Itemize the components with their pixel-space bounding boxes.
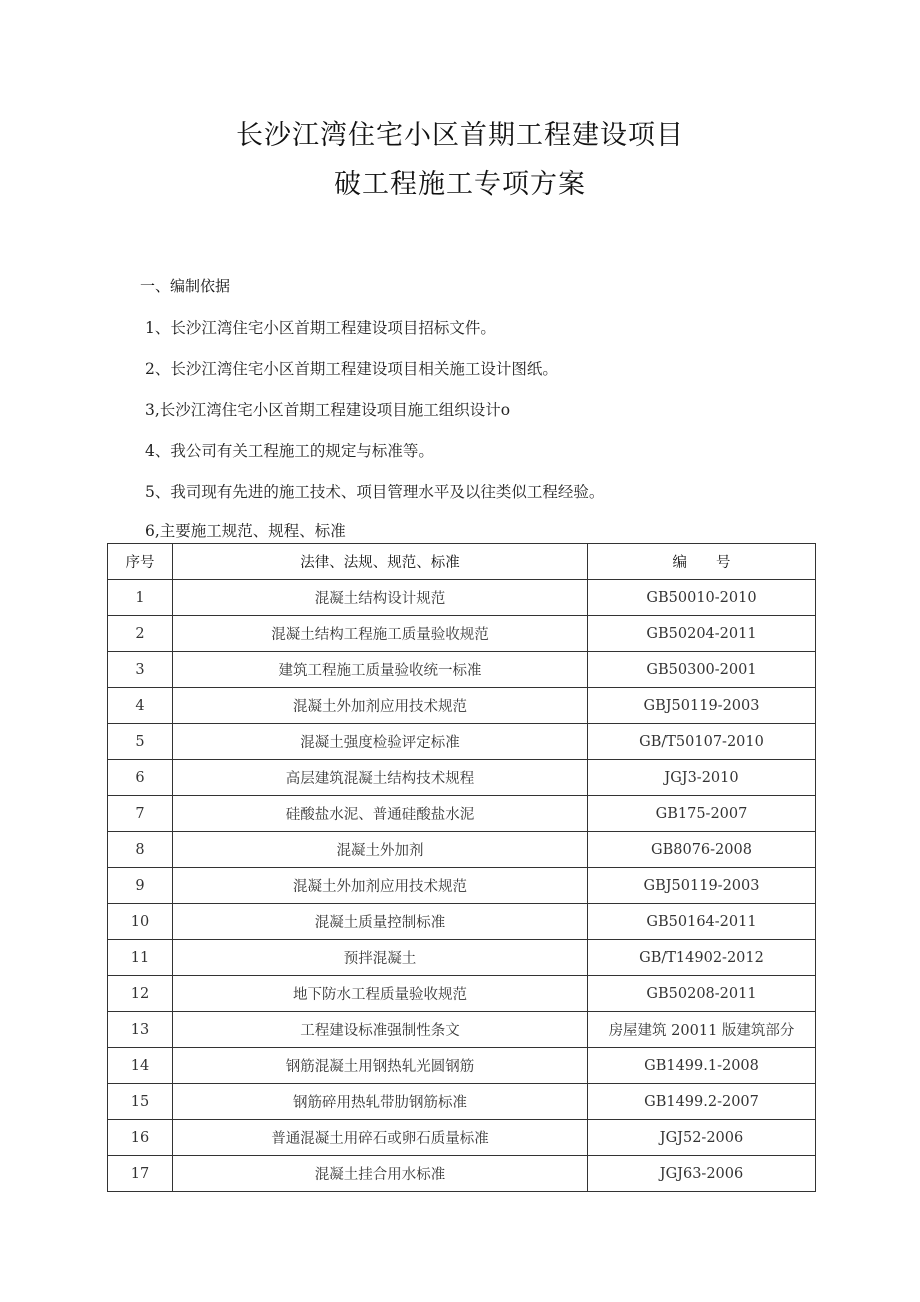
row-code: GBJ50119-2003 (588, 688, 816, 724)
row-standard-name: 预拌混凝土 (173, 940, 588, 976)
row-standard-name: 硅酸盐水泥、普通硅酸盐水泥 (173, 796, 588, 832)
row-code: GB50204-2011 (588, 616, 816, 652)
header-index: 序号 (108, 544, 173, 580)
row-standard-name: 普通混凝土用碎石或卵石质量标准 (173, 1120, 588, 1156)
row-standard-name: 钢筋碎用热轧带肋钢筋标准 (173, 1084, 588, 1120)
table-row (108, 1156, 816, 1192)
row-standard-name: 混凝土结构工程施工质量验收规范 (173, 616, 588, 652)
row-index: 8 (108, 832, 173, 868)
standards-table (107, 543, 816, 1192)
row-index: 11 (108, 940, 173, 976)
table-row (108, 616, 816, 652)
basis-item-4: 4、我公司有关工程施工的规定与标准等。 (145, 442, 434, 460)
basis-item-2: 2、长沙江湾住宅小区首期工程建设项目相关施工设计图纸。 (145, 360, 558, 378)
row-standard-name: 混凝土质量控制标准 (173, 904, 588, 940)
table-row (108, 868, 816, 904)
row-code: JGJ3-2010 (588, 760, 816, 796)
table-row (108, 580, 816, 616)
row-standard-name: 钢筋混凝土用钢热轧光圆钢筋 (173, 1048, 588, 1084)
table-row (108, 760, 816, 796)
row-standard-name: 混凝土结构设计规范 (173, 580, 588, 616)
header-code: 编 号 (588, 544, 816, 580)
table-row (108, 1048, 816, 1084)
row-index: 9 (108, 868, 173, 904)
row-code: GB/T50107-2010 (588, 724, 816, 760)
row-standard-name: 建筑工程施工质量验收统一标准 (173, 652, 588, 688)
basis-item-3: 3,长沙江湾住宅小区首期工程建设项目施工组织设计o (145, 401, 511, 419)
row-code: GB50208-2011 (588, 976, 816, 1012)
row-index: 16 (108, 1120, 173, 1156)
row-index: 2 (108, 616, 173, 652)
table-header-row (108, 544, 816, 580)
row-index: 3 (108, 652, 173, 688)
row-code: GB50300-2001 (588, 652, 816, 688)
row-code: 房屋建筑 20011 版建筑部分 (588, 1012, 816, 1048)
table-row (108, 1084, 816, 1120)
basis-item-1: 1、长沙江湾住宅小区首期工程建设项目招标文件。 (145, 319, 496, 337)
row-index: 10 (108, 904, 173, 940)
row-index: 15 (108, 1084, 173, 1120)
row-standard-name: 混凝土强度检验评定标准 (173, 724, 588, 760)
row-standard-name: 工程建设标准强制性条文 (173, 1012, 588, 1048)
table-row (108, 1012, 816, 1048)
basis-item-6: 6,主要施工规范、规程、标准 (145, 522, 346, 540)
row-code: GBJ50119-2003 (588, 868, 816, 904)
row-index: 1 (108, 580, 173, 616)
row-standard-name: 高层建筑混凝土结构技术规程 (173, 760, 588, 796)
row-index: 14 (108, 1048, 173, 1084)
table-row (108, 1120, 816, 1156)
row-index: 6 (108, 760, 173, 796)
row-standard-name: 混凝土挂合用水标准 (173, 1156, 588, 1192)
table-row (108, 976, 816, 1012)
row-code: JGJ52-2006 (588, 1120, 816, 1156)
row-index: 17 (108, 1156, 173, 1192)
document-title-line2: 破工程施工专项方案 (334, 169, 586, 200)
table-row (108, 832, 816, 868)
row-standard-name: 混凝土外加剂应用技术规范 (173, 868, 588, 904)
table-row (108, 904, 816, 940)
table-row (108, 688, 816, 724)
row-code: GB8076-2008 (588, 832, 816, 868)
row-code: GB1499.2-2007 (588, 1084, 816, 1120)
table-row (108, 940, 816, 976)
row-index: 13 (108, 1012, 173, 1048)
row-index: 12 (108, 976, 173, 1012)
row-standard-name: 混凝土外加剂 (173, 832, 588, 868)
row-standard-name: 混凝土外加剂应用技术规范 (173, 688, 588, 724)
row-code: GB/T14902-2012 (588, 940, 816, 976)
row-index: 7 (108, 796, 173, 832)
section-heading: 一、编制依据 (140, 277, 231, 295)
table-row (108, 724, 816, 760)
row-index: 5 (108, 724, 173, 760)
row-code: GB1499.1-2008 (588, 1048, 816, 1084)
table-row (108, 652, 816, 688)
table-row (108, 796, 816, 832)
basis-item-5: 5、我司现有先进的施工技术、项目管理水平及以往类似工程经验。 (145, 483, 605, 501)
row-index: 4 (108, 688, 173, 724)
document-title-line1: 长沙江湾住宅小区首期工程建设项目 (236, 120, 684, 151)
row-code: GB50010-2010 (588, 580, 816, 616)
row-code: GB50164-2011 (588, 904, 816, 940)
row-code: GB175-2007 (588, 796, 816, 832)
row-code: JGJ63-2006 (588, 1156, 816, 1192)
header-standard-name: 法律、法规、规范、标准 (173, 544, 588, 580)
row-standard-name: 地下防水工程质量验收规范 (173, 976, 588, 1012)
